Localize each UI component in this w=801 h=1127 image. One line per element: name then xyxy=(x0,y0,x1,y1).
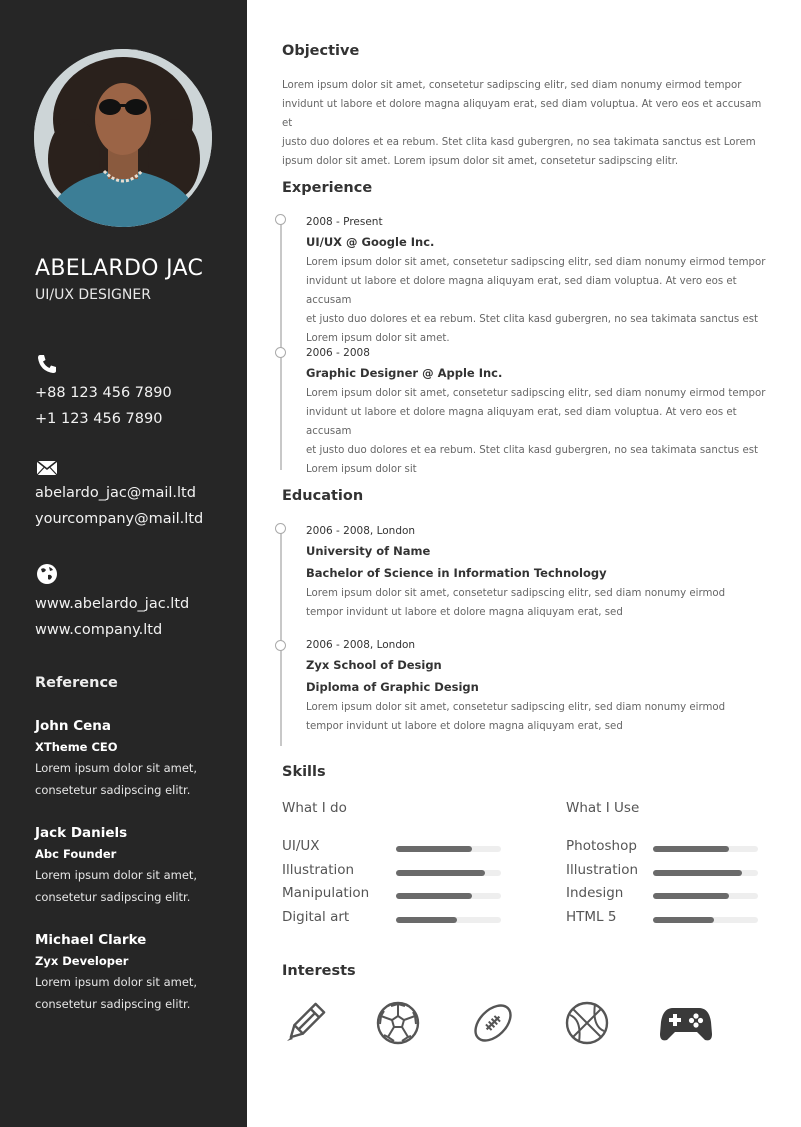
person-role: UI/UX DESIGNER xyxy=(35,287,151,303)
pencil-icon xyxy=(282,1000,328,1046)
entry-description xyxy=(306,253,776,348)
entry-date: 2006 - 2008, London xyxy=(306,525,416,537)
timeline-dot xyxy=(275,523,286,534)
text-line: et justo duo dolores et ea rebum. Stet clita kasd gubergren, no sea takimata sanctus est xyxy=(306,314,759,325)
website-primary: www.abelardo_jac.ltd xyxy=(35,596,190,612)
timeline-dot xyxy=(275,347,286,358)
skill-name: UI/UX xyxy=(282,838,320,854)
skill-level-fill xyxy=(396,870,485,876)
phone-icon xyxy=(35,352,59,376)
skill-level-bar xyxy=(653,870,758,876)
skill-name: Manipulation xyxy=(282,885,370,901)
entry-title: UI/UX @ Google Inc. xyxy=(306,235,435,249)
soccer-ball-icon xyxy=(375,1000,421,1046)
entry-degree: Bachelor of Science in Information Technology xyxy=(306,566,607,580)
text-line: justo duo dolores et ea rebum. Stet clita kasd gubergren, no sea takimata sanctus est Lorem xyxy=(282,137,756,148)
skills-title: Skills xyxy=(282,764,326,780)
skill-level-bar xyxy=(653,846,758,852)
entry-degree: Diploma of Graphic Design xyxy=(306,680,479,694)
skill-row xyxy=(282,885,501,905)
main-content xyxy=(282,0,777,1127)
skill-level-bar xyxy=(653,917,758,923)
reference-item xyxy=(35,823,235,908)
text-line: ipsum dolor sit amet. Lorem ipsum dolor sit amet, consetetur sadipscing elitr. xyxy=(282,156,679,167)
what-i-do-label: What I do xyxy=(282,800,347,816)
skill-row xyxy=(566,862,758,882)
text-line: Lorem ipsum dolor sit amet, consetetur sadipscing elitr, sed diam nonumy eirmod tempor xyxy=(306,388,766,399)
phone-secondary: +1 123 456 7890 xyxy=(35,411,163,427)
text-line: et justo duo dolores et ea rebum. Stet clita kasd gubergren, no sea takimata sanctus est xyxy=(306,445,759,456)
skill-level-fill xyxy=(653,893,729,899)
entry-description xyxy=(306,698,776,736)
reference-text: Lorem ipsum dolor sit amet, xyxy=(35,761,198,775)
what-i-use-label: What I Use xyxy=(566,800,640,816)
reference-text: consetetur sadipscing elitr. xyxy=(35,889,191,904)
skill-name: HTML 5 xyxy=(566,909,617,925)
envelope-icon xyxy=(35,456,59,480)
gamepad-icon xyxy=(659,1000,713,1046)
globe-icon xyxy=(35,562,59,586)
entry-description xyxy=(306,584,776,622)
reference-role: XTheme CEO xyxy=(35,740,118,754)
reference-title: Reference xyxy=(35,675,118,691)
reference-name: Jack Daniels xyxy=(35,825,128,841)
skill-level-fill xyxy=(396,917,457,923)
entry-title: Graphic Designer @ Apple Inc. xyxy=(306,366,503,380)
entry-date: 2008 - Present xyxy=(306,216,383,228)
text-line: Lorem ipsum dolor sit amet. xyxy=(306,333,450,344)
skill-level-bar xyxy=(396,893,501,899)
reference-item xyxy=(35,716,235,801)
skill-level-bar xyxy=(653,893,758,899)
education-entry xyxy=(306,522,776,622)
text-line: invidunt ut labore et dolore magna aliquyam erat, sed diam voluptua. At vero eos et accusam xyxy=(306,276,737,306)
skill-row xyxy=(282,909,501,929)
entry-date: 2006 - 2008 xyxy=(306,347,370,359)
website-secondary: www.company.ltd xyxy=(35,622,163,638)
skill-name: Illustration xyxy=(282,862,355,878)
email-primary: abelardo_jac@mail.ltd xyxy=(35,485,196,501)
interests-title: Interests xyxy=(282,963,356,979)
reference-role: Zyx Developer xyxy=(35,954,129,968)
timeline-dot xyxy=(275,214,286,225)
education-timeline xyxy=(280,528,282,746)
reference-name: John Cena xyxy=(35,718,112,734)
skill-name: Photoshop xyxy=(566,838,637,854)
phone-primary: +88 123 456 7890 xyxy=(35,385,172,401)
text-line: Lorem ipsum dolor sit amet, consetetur sadipscing elitr, sed diam nonumy eirmod xyxy=(306,702,726,713)
objective-text xyxy=(282,76,774,171)
profile-photo xyxy=(34,49,212,227)
reference-name: Michael Clarke xyxy=(35,932,147,948)
reference-text: consetetur sadipscing elitr. xyxy=(35,996,191,1011)
text-line: tempor invidunt ut labore et dolore magna aliquyam erat, sed xyxy=(306,721,623,732)
entry-school: Zyx School of Design xyxy=(306,658,442,672)
email-secondary: yourcompany@mail.ltd xyxy=(35,511,204,527)
skill-level-fill xyxy=(653,917,714,923)
reference-text: Lorem ipsum dolor sit amet, xyxy=(35,868,198,882)
entry-date: 2006 - 2008, London xyxy=(306,639,416,651)
entry-description xyxy=(306,384,776,479)
reference-text: consetetur sadipscing elitr. xyxy=(35,782,191,797)
person-name: ABELARDO JAC xyxy=(35,256,204,281)
skill-row xyxy=(282,862,501,882)
objective-title: Objective xyxy=(282,43,360,59)
sidebar xyxy=(0,0,247,1127)
text-line: invidunt ut labore et dolore magna aliquyam erat, sed diam voluptua. At vero eos et accusam et xyxy=(282,99,762,129)
reference-item xyxy=(35,930,235,1015)
entry-school: University of Name xyxy=(306,544,431,558)
timeline-dot xyxy=(275,640,286,651)
skill-level-fill xyxy=(396,846,472,852)
experience-title: Experience xyxy=(282,180,373,196)
education-title: Education xyxy=(282,488,364,504)
text-line: invidunt ut labore et dolore magna aliquyam erat, sed diam voluptua. At vero eos et accusam xyxy=(306,407,737,437)
skill-name: Digital art xyxy=(282,909,350,925)
experience-entry xyxy=(306,213,776,348)
skill-level-bar xyxy=(396,870,501,876)
reference-text: Lorem ipsum dolor sit amet, xyxy=(35,975,198,989)
experience-timeline xyxy=(280,219,282,470)
skill-level-fill xyxy=(396,893,472,899)
education-entry xyxy=(306,636,776,736)
text-line: Lorem ipsum dolor sit amet, consetetur sadipscing elitr, sed diam nonumy eirmod tempor xyxy=(306,257,766,268)
skill-name: Illustration xyxy=(566,862,639,878)
skill-name: Indesign xyxy=(566,885,624,901)
text-line: tempor invidunt ut labore et dolore magna aliquyam erat, sed xyxy=(306,607,623,618)
experience-entry xyxy=(306,344,776,479)
football-icon xyxy=(470,1000,516,1046)
basketball-icon xyxy=(564,1000,610,1046)
skill-level-bar xyxy=(396,846,501,852)
skill-level-fill xyxy=(653,846,729,852)
skill-level-bar xyxy=(396,917,501,923)
text-line: Lorem ipsum dolor sit amet, consetetur sadipscing elitr, sed diam nonumy eirmod xyxy=(306,588,726,599)
skill-row xyxy=(566,838,758,858)
skill-row xyxy=(566,909,758,929)
reference-role: Abc Founder xyxy=(35,847,117,861)
text-line: Lorem ipsum dolor sit amet, consetetur sadipscing elitr, sed diam nonumy eirmod tempor xyxy=(282,80,742,91)
skill-level-fill xyxy=(653,870,742,876)
text-line: Lorem ipsum dolor sit xyxy=(306,464,417,475)
skill-row xyxy=(282,838,501,858)
skill-row xyxy=(566,885,758,905)
